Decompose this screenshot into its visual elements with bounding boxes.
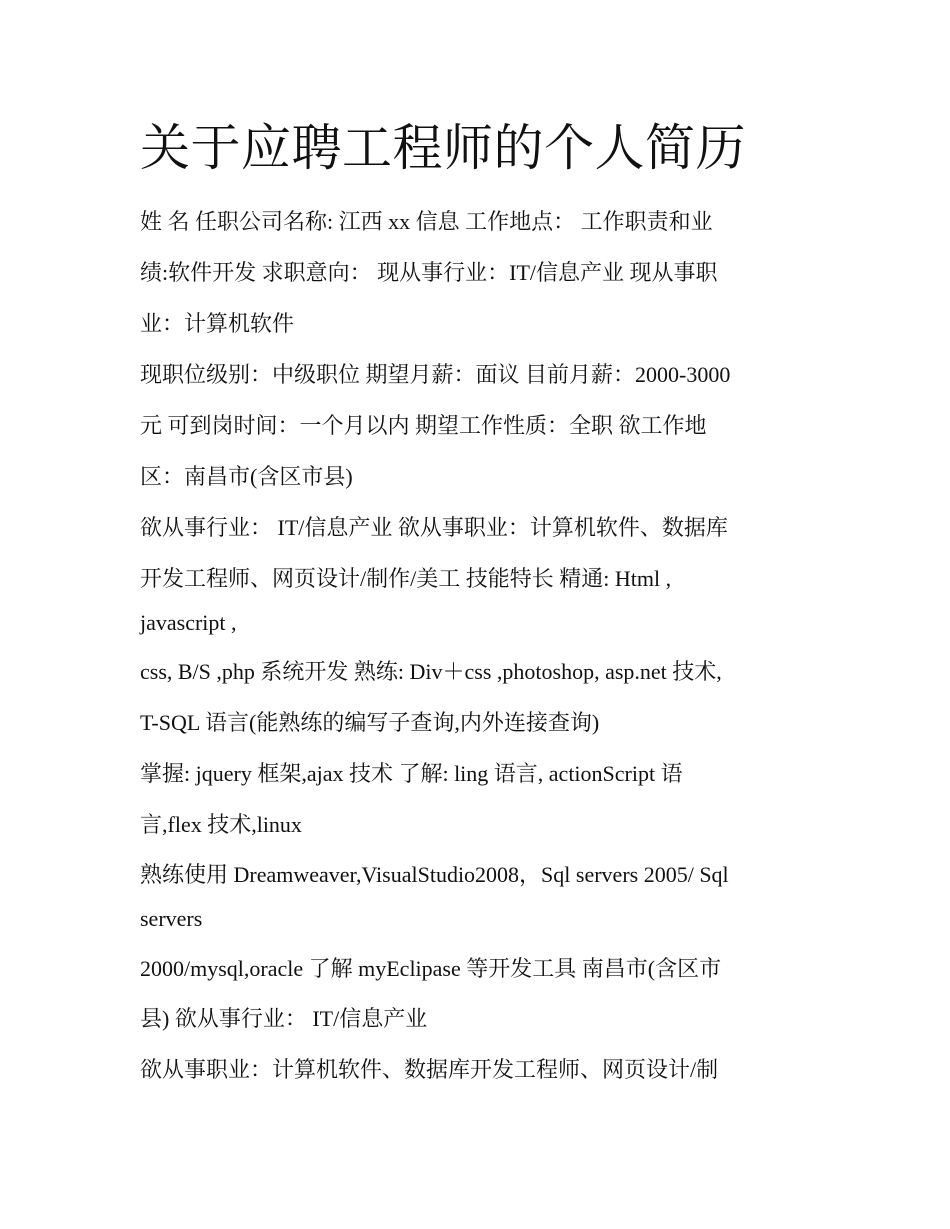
text-line: javascript , xyxy=(140,610,237,635)
text-line: 开发工程师、网页设计/制作/美工 技能特长 精通: Html , xyxy=(140,566,672,591)
text-line: 2000/mysql,oracle 了解 myEclipase 等开发工具 南昌市(含区市 xyxy=(140,956,722,981)
text-line: 欲从事职业：计算机软件、数据库开发工程师、网页设计/制 xyxy=(140,1057,719,1082)
text-line: 掌握: jquery 框架,ajax 技术 了解: ling 语言, actionScript 语 xyxy=(140,761,683,786)
text-line: 业：计算机软件 xyxy=(140,311,295,336)
text-line: 姓 名 任职公司名称: 江西 xx 信息 工作地点： 工作职责和业 xyxy=(140,209,713,234)
text-line: 现职位级别：中级职位 期望月薪：面议 目前月薪：2000-3000 xyxy=(140,362,731,387)
page-title: 关于应聘工程师的个人简历 xyxy=(140,119,746,177)
text-line: 熟练使用 Dreamweaver,VisualStudio2008，Sql servers 2005/ Sql xyxy=(140,862,729,887)
text-line: 县) 欲从事行业： IT/信息产业 xyxy=(140,1006,428,1031)
text-line: 欲从事行业： IT/信息产业 欲从事职业：计算机软件、数据库 xyxy=(140,515,728,540)
text-line: servers xyxy=(140,906,203,931)
text-line: T-SQL 语言(能熟练的编写子查询,内外连接查询) xyxy=(140,710,600,735)
text-line: 元 可到岗时间：一个月以内 期望工作性质：全职 欲工作地 xyxy=(140,413,707,438)
text-line: 绩:软件开发 求职意向： 现从事行业：IT/信息产业 现从事职 xyxy=(140,260,718,285)
text-line: 言,flex 技术,linux xyxy=(140,812,302,837)
text-line: 区：南昌市(含区市县) xyxy=(140,464,353,489)
text-line: css, B/S ,php 系统开发 熟练: Div＋css ,photoshop, asp.net 技术, xyxy=(140,659,722,684)
